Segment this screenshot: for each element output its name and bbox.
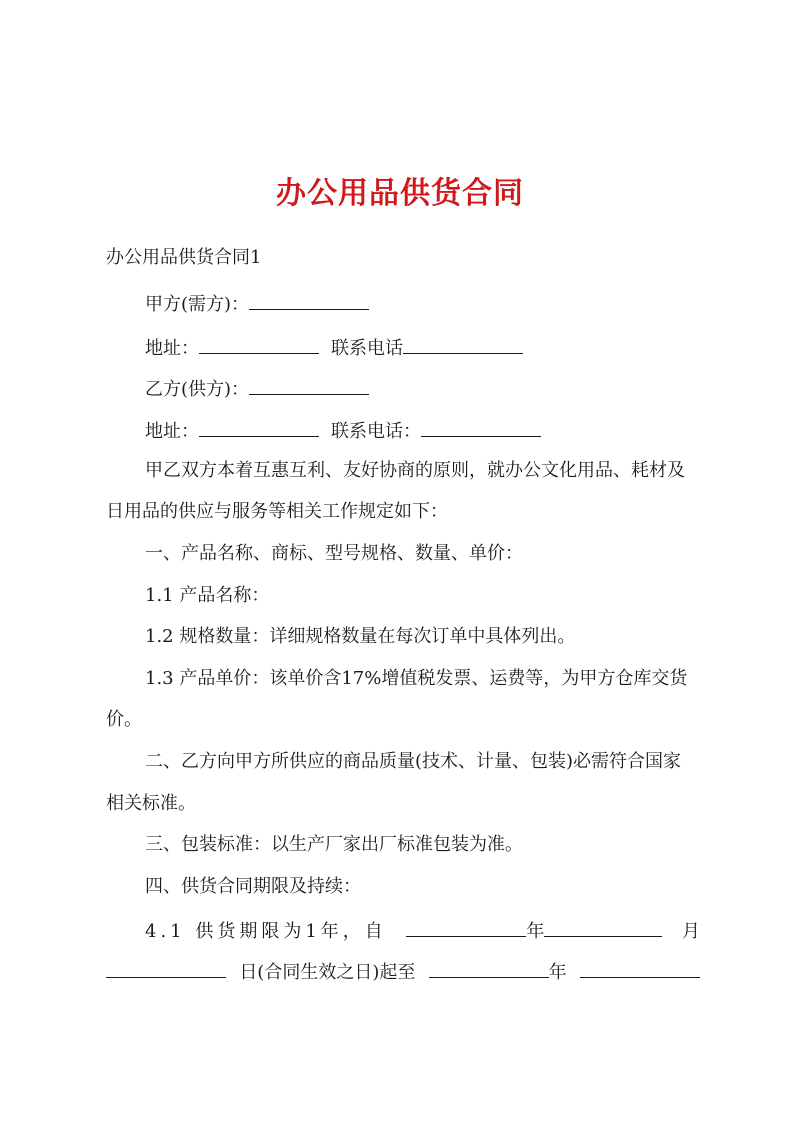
party-a-line	[145, 290, 369, 317]
end-year-group	[429, 958, 567, 985]
section-4-heading: 四、供货合同期限及持续：	[145, 876, 361, 897]
year-label: 年	[526, 921, 545, 942]
start-year-blank	[406, 917, 526, 937]
day-effective-label: 日(合同生效之日)起至	[239, 962, 416, 983]
section-2-line-2: 相关标准。	[106, 793, 196, 814]
document-title: 办公用品供货合同	[276, 176, 524, 211]
address-blank-2	[199, 417, 319, 437]
section-1-heading: 一、产品名称、商标、型号规格、数量、单价：	[145, 543, 523, 564]
section-2-line-1: 二、乙方向甲方所供应的商品质量(技术、计量、包装)必需符合国家	[145, 751, 682, 772]
address-blank-1	[199, 334, 319, 354]
start-day-blank	[106, 958, 226, 978]
party-b-label: 乙方(供方)：	[145, 379, 250, 400]
item-4-1-line-1	[145, 917, 700, 944]
address-label-1: 地址：	[145, 338, 199, 359]
contact-label-2: 联系电话：	[331, 421, 421, 442]
party-b-blank	[249, 375, 369, 395]
start-date-group	[406, 917, 662, 944]
section-3: 三、包装标准：以生产厂家出厂标准包装为准。	[145, 834, 523, 855]
end-month-blank	[580, 958, 700, 978]
contact-blank-1	[403, 334, 523, 354]
start-month-blank	[544, 917, 662, 937]
document-subtitle: 办公用品供货合同1	[106, 247, 262, 268]
intro-paragraph-line-2: 日用品的供应与服务等相关工作规定如下：	[106, 501, 448, 522]
item-4-1-prefix: 4.1 供货期限为1年，自	[145, 921, 387, 942]
item-1-1: 1.1 产品名称：	[145, 585, 270, 606]
contact-blank-2	[421, 417, 541, 437]
address-line-2	[145, 417, 541, 444]
intro-paragraph-line-1: 甲乙双方本着互惠互利、友好协商的原则，就办公文化用品、耗材及	[145, 460, 685, 481]
party-b-line	[145, 375, 369, 402]
year-label-2: 年	[548, 962, 567, 983]
item-1-2: 1.2 规格数量：详细规格数量在每次订单中具体列出。	[145, 626, 576, 647]
address-label-2: 地址：	[145, 421, 199, 442]
end-year-blank	[429, 958, 549, 978]
item-4-1-line-2	[106, 958, 700, 985]
month-label: 月	[682, 921, 700, 942]
item-1-3-line-2: 价。	[106, 709, 142, 730]
party-a-label: 甲方(需方)：	[145, 294, 250, 315]
party-a-blank	[249, 290, 369, 310]
item-1-3-line-1: 1.3 产品单价：该单价含17%增值税发票、运费等，为甲方仓库交货	[145, 668, 688, 689]
contact-label-1: 联系电话	[331, 338, 403, 359]
address-line-1	[145, 334, 523, 361]
